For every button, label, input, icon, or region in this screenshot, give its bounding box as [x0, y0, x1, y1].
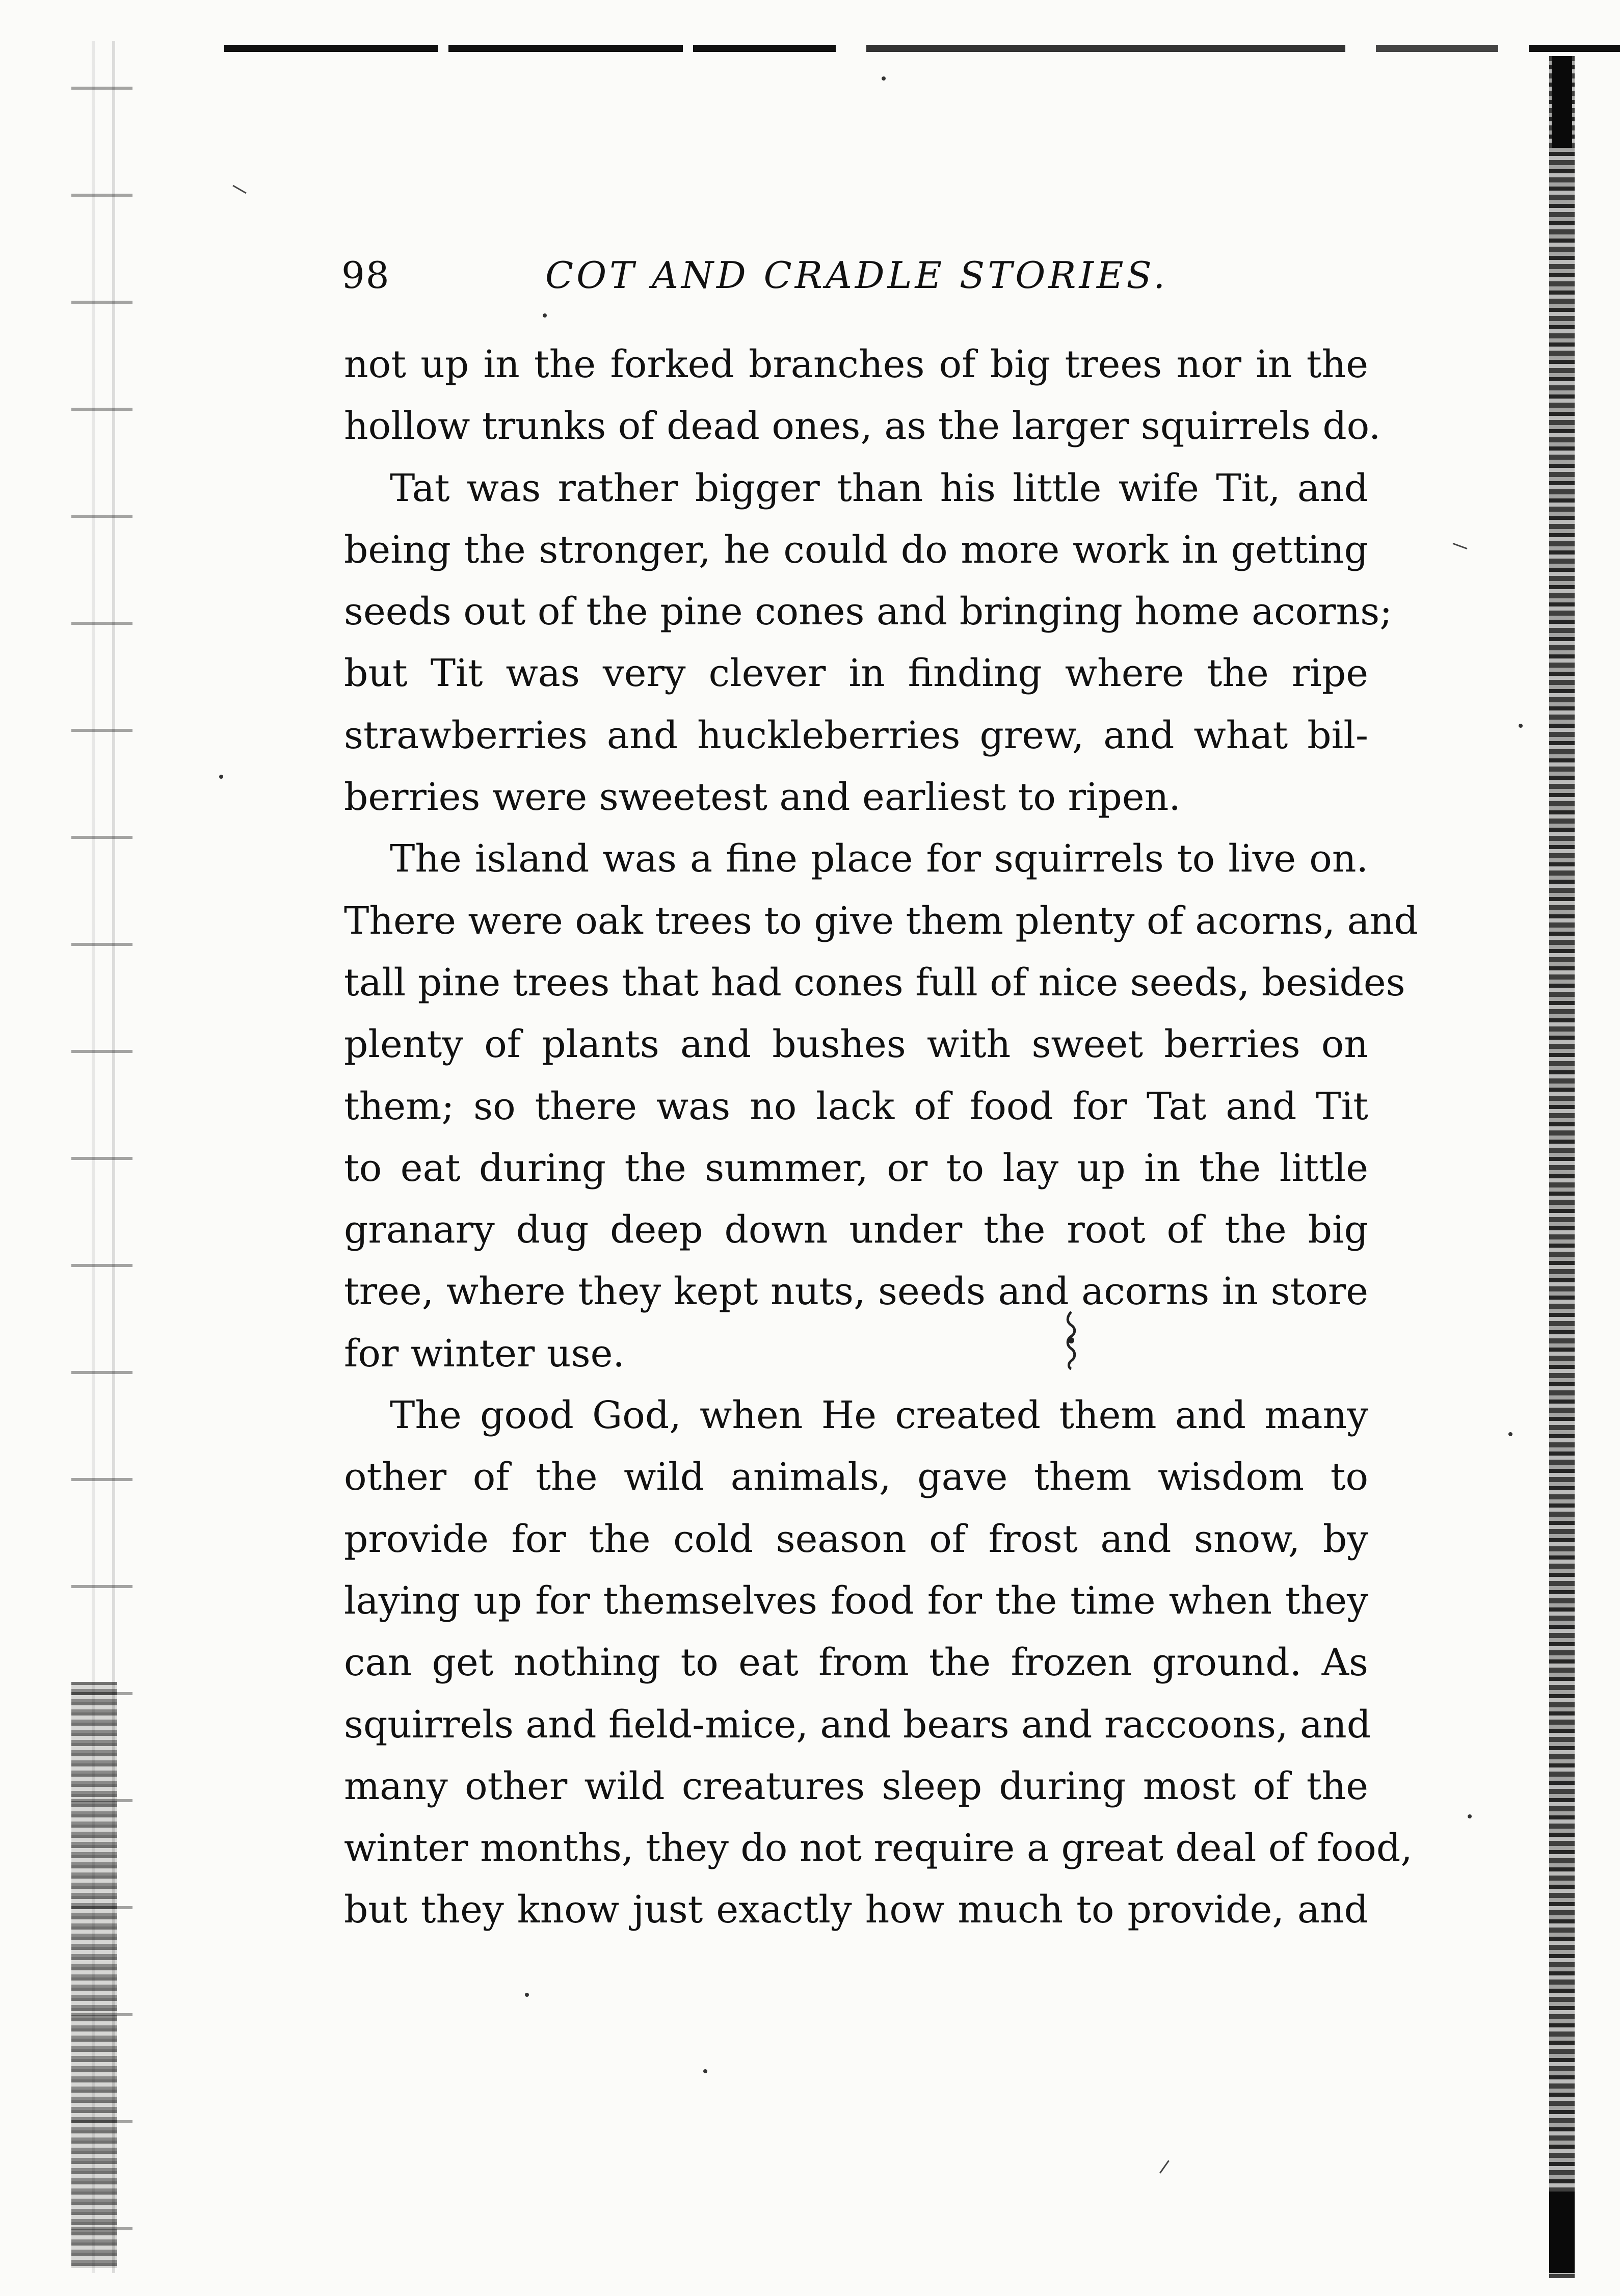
text-line: plenty of plants and bushes with sweet berries on: [344, 1022, 1368, 1067]
scan-speck: [1508, 1432, 1512, 1436]
text-line: being the stronger, he could do more work in getting: [344, 527, 1368, 572]
printer-ornament-icon: [1063, 1310, 1080, 1371]
paragraph-start-line: The good God, when He created them and many: [390, 1393, 1368, 1438]
text-line: but Tit was very clever in finding where the ripe: [344, 651, 1368, 696]
body-text: [344, 334, 1418, 1941]
scan-speck: [1468, 1814, 1472, 1818]
text-line: laying up for themselves food for the time when they: [344, 1578, 1368, 1623]
text-line: for winter use.: [344, 1331, 625, 1376]
text-line: not up in the forked branches of big trees nor in the: [344, 342, 1368, 386]
text-line: seeds out of the pine cones and bringing home acorns;: [344, 590, 1393, 634]
paragraph-start-line: The island was a fine place for squirrels to live on.: [390, 837, 1368, 881]
text-line: strawberries and huckleberries grew, and what bil-: [344, 713, 1368, 757]
scan-speck: [1519, 724, 1523, 728]
text-line: other of the wild animals, gave them wisdom to: [344, 1455, 1368, 1499]
paragraph-start-line: Tat was rather bigger than his little wife Tit, and: [390, 466, 1368, 510]
text-line: squirrels and field-mice, and bears and raccoons, and: [344, 1702, 1371, 1747]
text-line: winter months, they do not require a great deal of food,: [344, 1826, 1413, 1870]
scan-speck: [219, 775, 223, 779]
scan-left-binding-shadow: [71, 1682, 117, 2268]
scan-right-edge-top: [1552, 56, 1572, 148]
text-line: tall pine trees that had cones full of nice seeds, besides: [344, 960, 1405, 1005]
text-line: to eat during the summer, or to lay up in the little: [344, 1146, 1368, 1190]
text-line: can get nothing to eat from the frozen ground. As: [344, 1641, 1368, 1685]
scan-mark: [1159, 2160, 1170, 2173]
page-number: 98: [341, 254, 390, 297]
text-line: berries were sweetest and earliest to ripen.: [344, 775, 1181, 820]
text-line: There were oak trees to give them plenty of acorns, and: [344, 899, 1418, 943]
scan-speck: [543, 313, 547, 318]
text-line: hollow trunks of dead ones, as the larger squirrels do.: [344, 404, 1381, 448]
text-line: provide for the cold season of frost and snow, by: [344, 1517, 1368, 1561]
scan-top-rule: [224, 45, 1620, 52]
scan-speck: [882, 76, 886, 81]
text-line: many other wild creatures sleep during most of the: [344, 1764, 1368, 1808]
text-line: tree, where they kept nuts, seeds and acorns in store: [344, 1270, 1368, 1314]
scan-right-edge-shadow: [1549, 56, 1575, 2278]
scan-right-edge-bottom: [1549, 2192, 1575, 2273]
text-line: granary dug deep down under the root of the big: [344, 1208, 1368, 1252]
scan-mark: [232, 185, 246, 194]
scan-speck: [525, 1993, 529, 1997]
page-header: [341, 247, 1391, 303]
scan-speck: [703, 2069, 707, 2073]
running-head-title: COT AND CRADLE STORIES.: [545, 254, 1168, 297]
text-line: them; so there was no lack of food for Tat and Tit: [344, 1084, 1368, 1128]
text-line: but they know just exactly how much to provide, and: [344, 1888, 1368, 1932]
scan-mark: [1452, 543, 1467, 549]
